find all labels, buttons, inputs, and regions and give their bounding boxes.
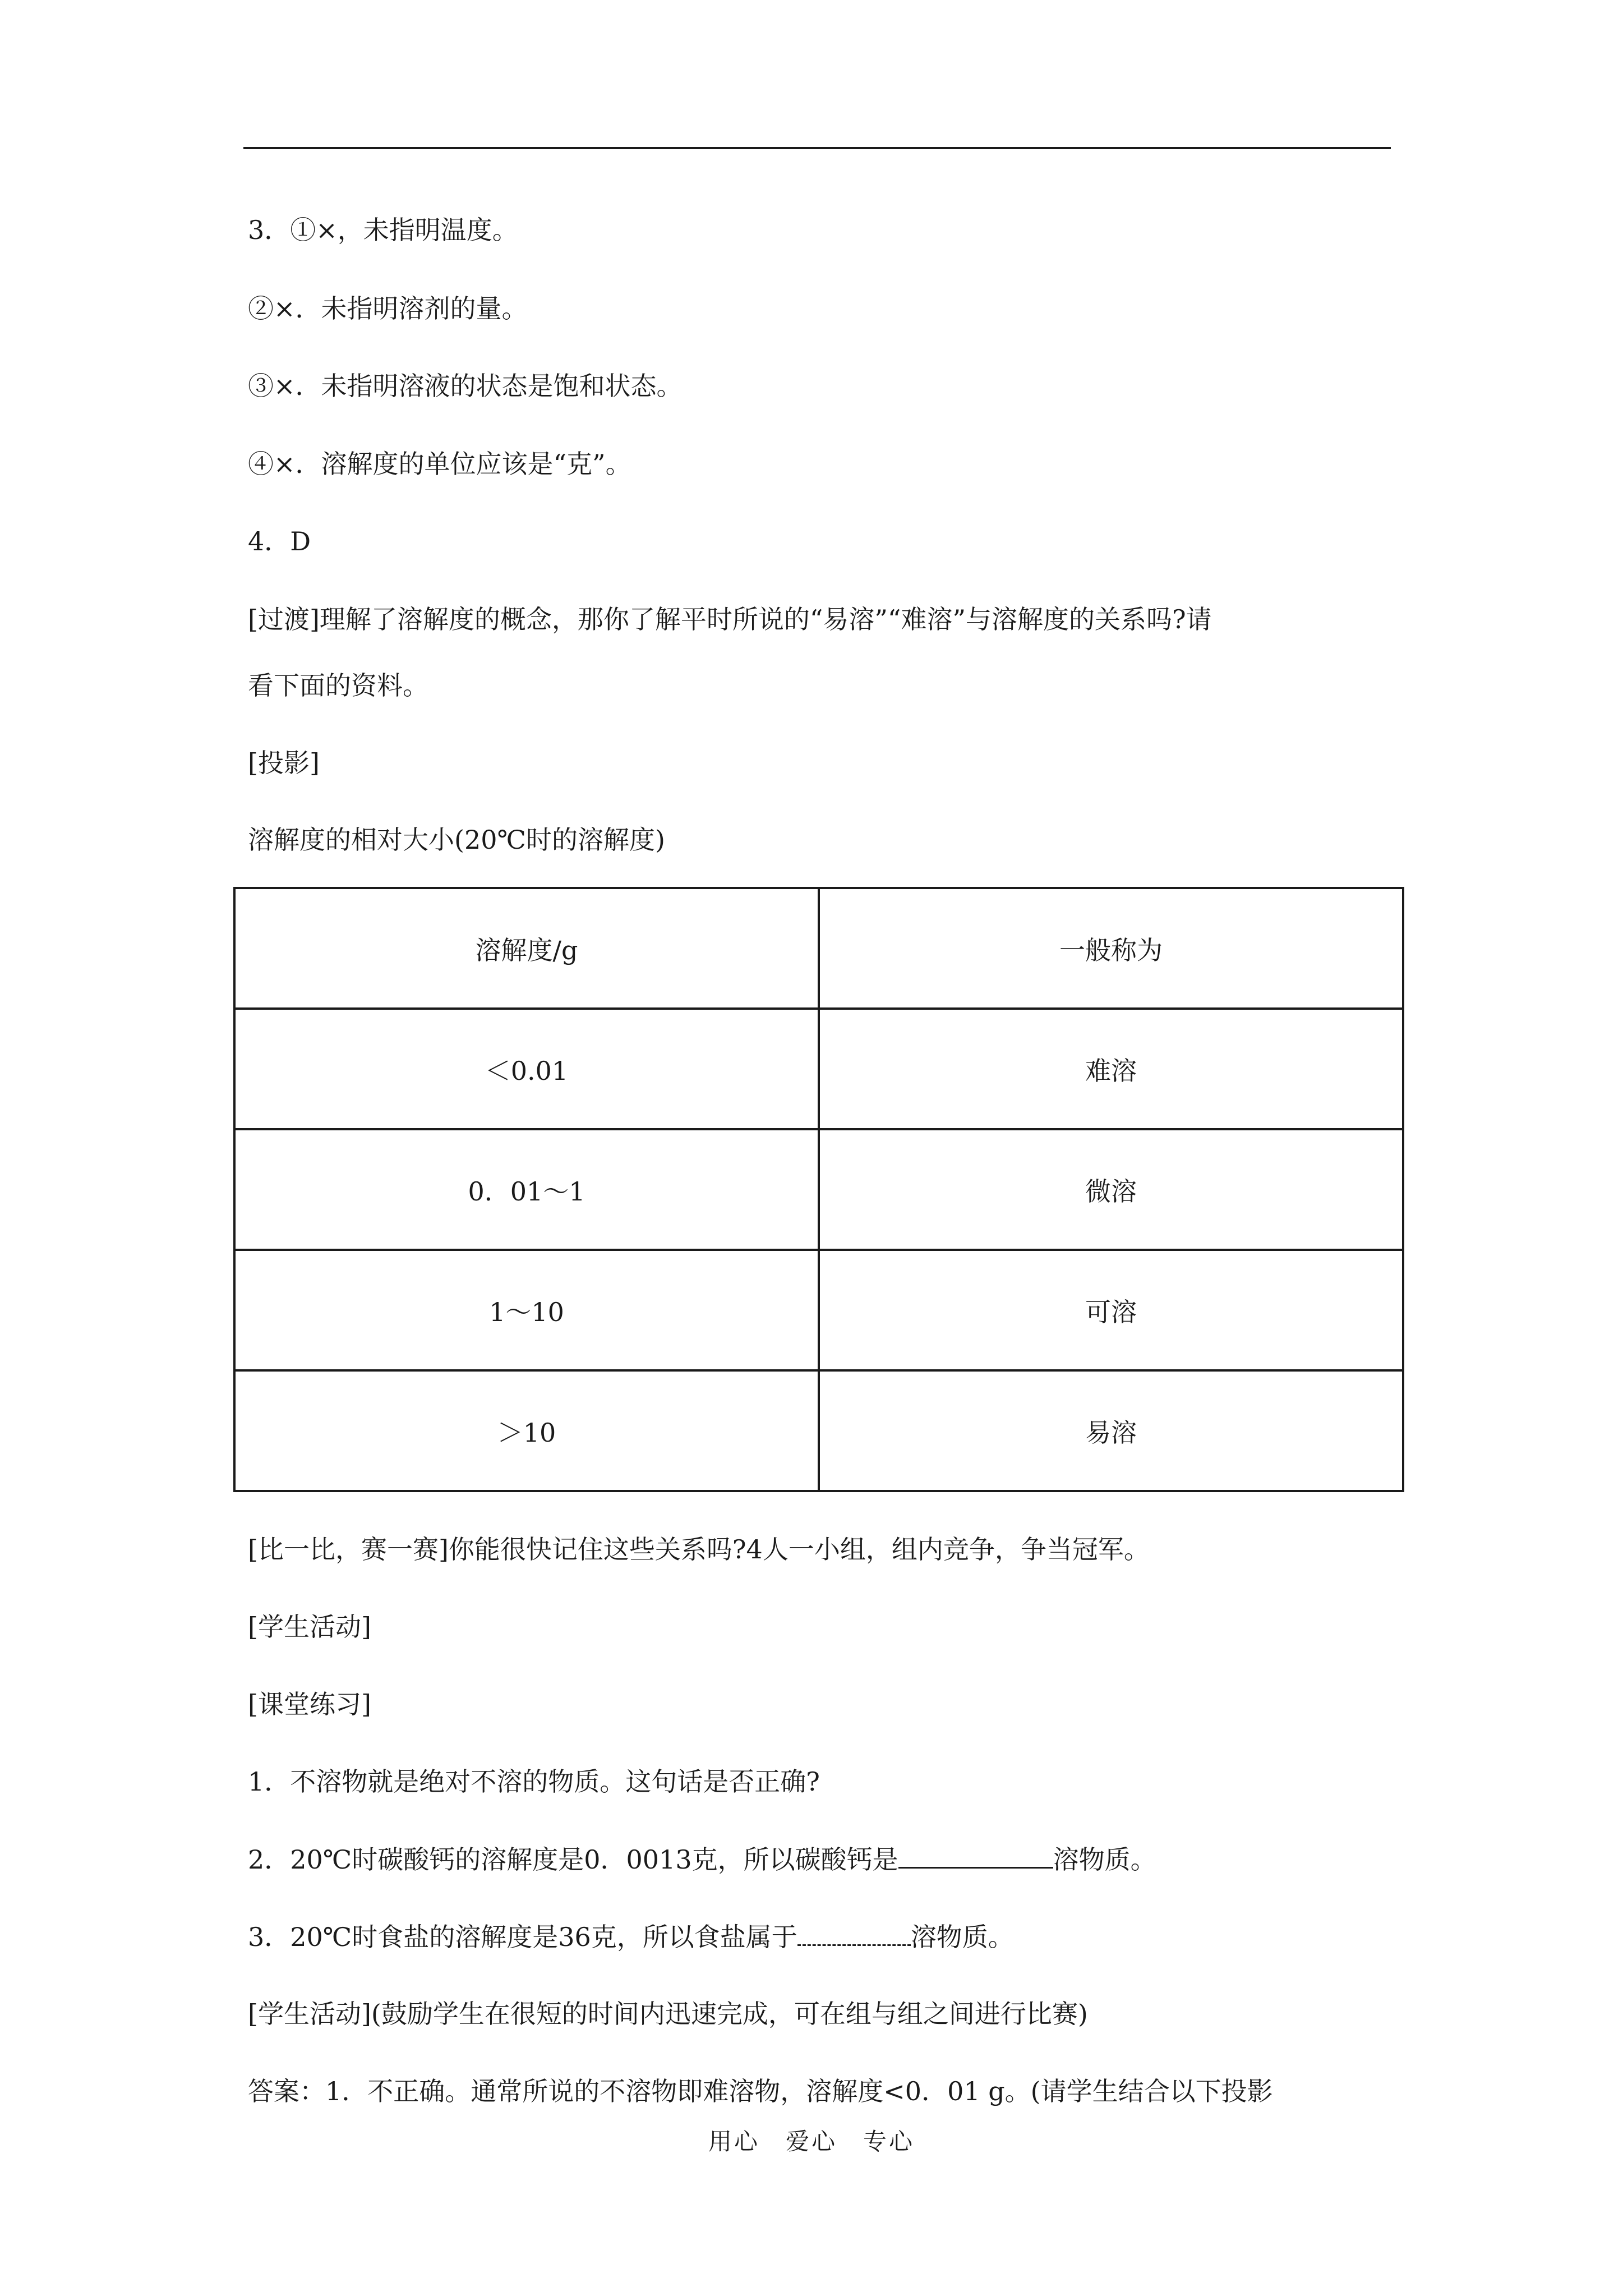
table-row bbox=[234, 1129, 1403, 1250]
table-cell: 可溶 bbox=[819, 1250, 1403, 1370]
table-header-cell: 溶解度/g bbox=[234, 888, 819, 1009]
answer-3-1: 3．①×，未指明温度。 bbox=[248, 215, 518, 245]
projection-label: [投影] bbox=[248, 748, 320, 778]
exercise-2-text-after: 溶物质。 bbox=[1053, 1844, 1156, 1875]
exercise-3-text-before: 3．20℃时食盐的溶解度是36克，所以食盐属于 bbox=[248, 1922, 797, 1952]
table-cell: ＞10 bbox=[234, 1370, 819, 1491]
student-activity-label: [学生活动] bbox=[248, 1612, 371, 1642]
table-cell: 微溶 bbox=[819, 1129, 1403, 1250]
student-activity-note: [学生活动](鼓励学生在很短的时间内迅速完成，可在组与组之间进行比赛) bbox=[248, 1999, 1088, 2029]
table-row bbox=[234, 1250, 1403, 1370]
competition-line: [比一比，赛一赛]你能很快记住这些关系吗?4人一小组，组内竞争，争当冠军。 bbox=[248, 1534, 1150, 1565]
answer-3-2: ②×．未指明溶剂的量。 bbox=[248, 293, 528, 324]
answer-4: 4．D bbox=[248, 526, 311, 556]
transition-line-1: [过渡]理解了溶解度的概念，那你了解平时所说的“易溶”“难溶”与溶解度的关系吗?请 bbox=[248, 604, 1212, 634]
table-caption: 溶解度的相对大小(20℃时的溶解度) bbox=[248, 825, 665, 855]
page-footer: 用心 爱心 专心 bbox=[708, 2128, 915, 2155]
table-row bbox=[234, 1370, 1403, 1491]
exercise-2 bbox=[248, 1842, 1156, 1876]
table-cell: 0．01～1 bbox=[234, 1129, 819, 1250]
classroom-exercise-label: [课堂练习] bbox=[248, 1689, 371, 1719]
exercise-1: 1．不溶物就是绝对不溶的物质。这句话是否正确? bbox=[248, 1766, 820, 1797]
table-header-cell: 一般称为 bbox=[819, 888, 1403, 1009]
solubility-table bbox=[233, 887, 1404, 1492]
answer-line: 答案：1．不正确。通常所说的不溶物即难溶物，溶解度<0．01 g。(请学生结合以下投影 bbox=[248, 2076, 1273, 2106]
answer-3-4: ④×．溶解度的单位应该是“克”。 bbox=[248, 449, 631, 479]
answer-blank bbox=[898, 1842, 1053, 1869]
exercise-3 bbox=[248, 1920, 1014, 1954]
table-cell: ＜0.01 bbox=[234, 1009, 819, 1129]
table-row bbox=[234, 1009, 1403, 1129]
table-header-row bbox=[234, 888, 1403, 1009]
exercise-2-text-before: 2．20℃时碳酸钙的溶解度是0．0013克，所以碳酸钙是 bbox=[248, 1844, 898, 1875]
table-cell: 易溶 bbox=[819, 1370, 1403, 1491]
transition-line-2: 看下面的资料。 bbox=[248, 670, 428, 701]
exercise-3-text-after: 溶物质。 bbox=[910, 1922, 1014, 1952]
header-rule bbox=[243, 147, 1391, 149]
table-cell: 1～10 bbox=[234, 1250, 819, 1370]
answer-blank bbox=[797, 1920, 911, 1946]
answer-3-3: ③×．未指明溶液的状态是饱和状态。 bbox=[248, 371, 683, 401]
table-cell: 难溶 bbox=[819, 1009, 1403, 1129]
